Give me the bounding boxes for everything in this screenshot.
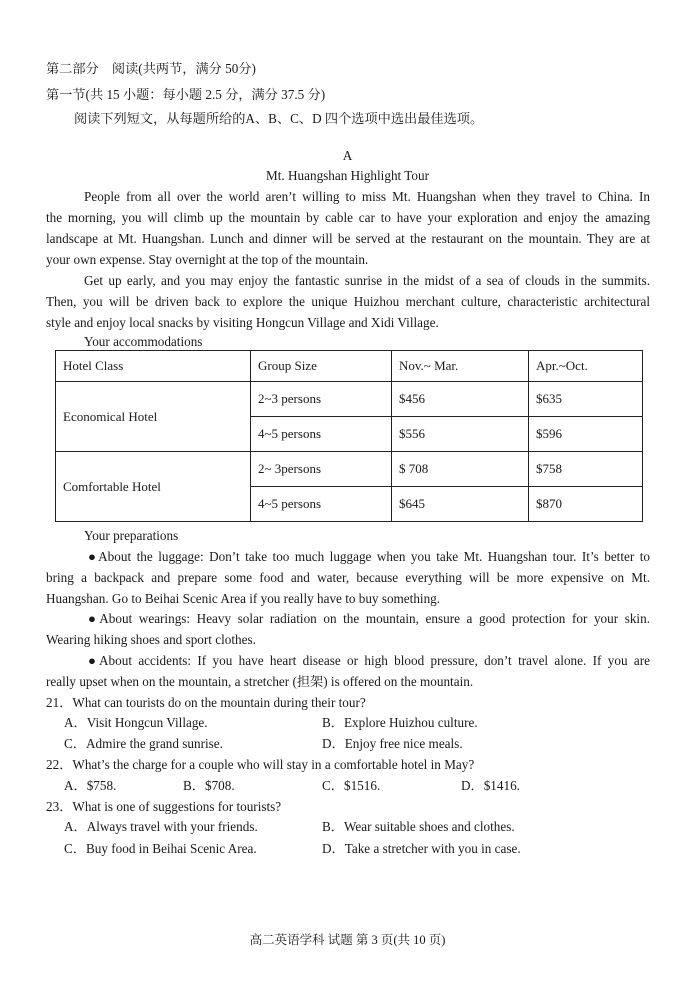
- price-cell: $870: [529, 487, 643, 522]
- option-b[interactable]: B．Explore Huizhou culture.: [322, 715, 478, 730]
- option-c[interactable]: C．$1516.: [322, 778, 381, 793]
- option-b[interactable]: B．$708.: [183, 778, 235, 793]
- paragraph-line: People from all over the world aren’t willing to miss Mt. Huangshan when they travel to China. In: [84, 189, 650, 204]
- instruction: 阅读下列短文，从每题所给的A、B、C、D 四个选项中选出最佳选项。: [74, 111, 484, 126]
- table-header-row: [56, 351, 643, 382]
- paragraph-line: Wearing hiking shoes and sport clothes.: [46, 632, 256, 647]
- header-cell: Group Size: [251, 351, 392, 382]
- group-size-cell: 2~ 3persons: [251, 452, 392, 487]
- option-d[interactable]: D．$1416.: [461, 778, 520, 793]
- option-a[interactable]: A．Always travel with your friends.: [64, 819, 258, 834]
- paragraph-line: your own expense. Stay overnight at the top of the mountain.: [46, 252, 369, 267]
- option-d[interactable]: D．Enjoy free nice meals.: [322, 736, 463, 751]
- preparations-label: Your preparations: [84, 528, 179, 543]
- option-d[interactable]: D．Take a stretcher with you in case.: [322, 841, 521, 856]
- option-b[interactable]: B．Wear suitable shoes and clothes.: [322, 819, 515, 834]
- hotel-class-cell: Comfortable Hotel: [56, 452, 251, 522]
- paragraph-line: landscape at Mt. Huangshan. Lunch and dinner will be served at the restaurant on the mountain. They are at: [46, 231, 650, 246]
- hotel-class-cell: Economical Hotel: [56, 382, 251, 452]
- price-cell: $645: [392, 487, 529, 522]
- paragraph-line: ●About wearings: Heavy solar radiation on the mountain, ensure a good protection for your skin.: [88, 611, 650, 626]
- table-row: [56, 452, 643, 487]
- price-cell: $556: [392, 417, 529, 452]
- group-size-cell: 4~5 persons: [251, 487, 392, 522]
- header-cell: Apr.~Oct.: [529, 351, 643, 382]
- table-row: [56, 382, 643, 417]
- paragraph-line: the morning, you will climb up the mountain by cable car to have your exploration and enjoy the amazing: [46, 210, 650, 225]
- option-c[interactable]: C．Admire the grand sunrise.: [64, 736, 223, 751]
- page-footer: 高二英语学科 试题 第 3 页(共 10 页): [249, 933, 446, 947]
- question-stem: 21．What can tourists do on the mountain during their tour?: [46, 695, 366, 710]
- accommodations-table: [55, 350, 643, 522]
- question-stem: 22．What’s the charge for a couple who will stay in a comfortable hotel in May?: [46, 757, 475, 772]
- paragraph-line: Huangshan. Go to Beihai Scenic Area if you really have to buy something.: [46, 591, 441, 606]
- price-cell: $758: [529, 452, 643, 487]
- section-subtitle: 第一节(共 15 小题：每小题 2.5 分，满分 37.5 分): [46, 87, 326, 102]
- price-cell: $635: [529, 382, 643, 417]
- paragraph-line: ●About the luggage: Don’t take too much luggage when you take Mt. Huangshan tour. It’s better to: [88, 549, 650, 564]
- part-title: 第二部分 阅读(共两节，满分 50分): [46, 61, 256, 76]
- passage-letter: A: [342, 148, 353, 163]
- paragraph-line: really upset when on the mountain, a stretcher (担架) is offered on the mountain.: [46, 674, 474, 689]
- price-cell: $456: [392, 382, 529, 417]
- option-c[interactable]: C．Buy food in Beihai Scenic Area.: [64, 841, 257, 856]
- question-stem: 23．What is one of suggestions for tourists?: [46, 799, 282, 814]
- paragraph-line: bring a backpack and prepare some food and water, because everything will be more expensive on Mt.: [46, 570, 650, 585]
- group-size-cell: 4~5 persons: [251, 417, 392, 452]
- paragraph-line: Get up early, and you may enjoy the fantastic sunrise in the midst of a sea of clouds in the summits.: [84, 273, 650, 288]
- passage-title: Mt. Huangshan Highlight Tour: [266, 168, 429, 183]
- header-cell: Hotel Class: [56, 351, 251, 382]
- header-cell: Nov.~ Mar.: [392, 351, 529, 382]
- price-cell: $ 708: [392, 452, 529, 487]
- price-cell: $596: [529, 417, 643, 452]
- paragraph-line: ●About accidents: If you have heart disease or high blood pressure, don’t travel alone. If you are: [88, 653, 650, 668]
- accommodations-label: Your accommodations: [84, 334, 203, 349]
- paragraph-line: style and enjoy local snacks by visiting Hongcun Village and Xidi Village.: [46, 315, 439, 330]
- group-size-cell: 2~3 persons: [251, 382, 392, 417]
- paragraph-line: Then, you will be driven back to explore the unique Huizhou merchant culture, characteristic architectural: [46, 294, 650, 309]
- option-a[interactable]: A．$758.: [64, 778, 117, 793]
- option-a[interactable]: A．Visit Hongcun Village.: [64, 715, 208, 730]
